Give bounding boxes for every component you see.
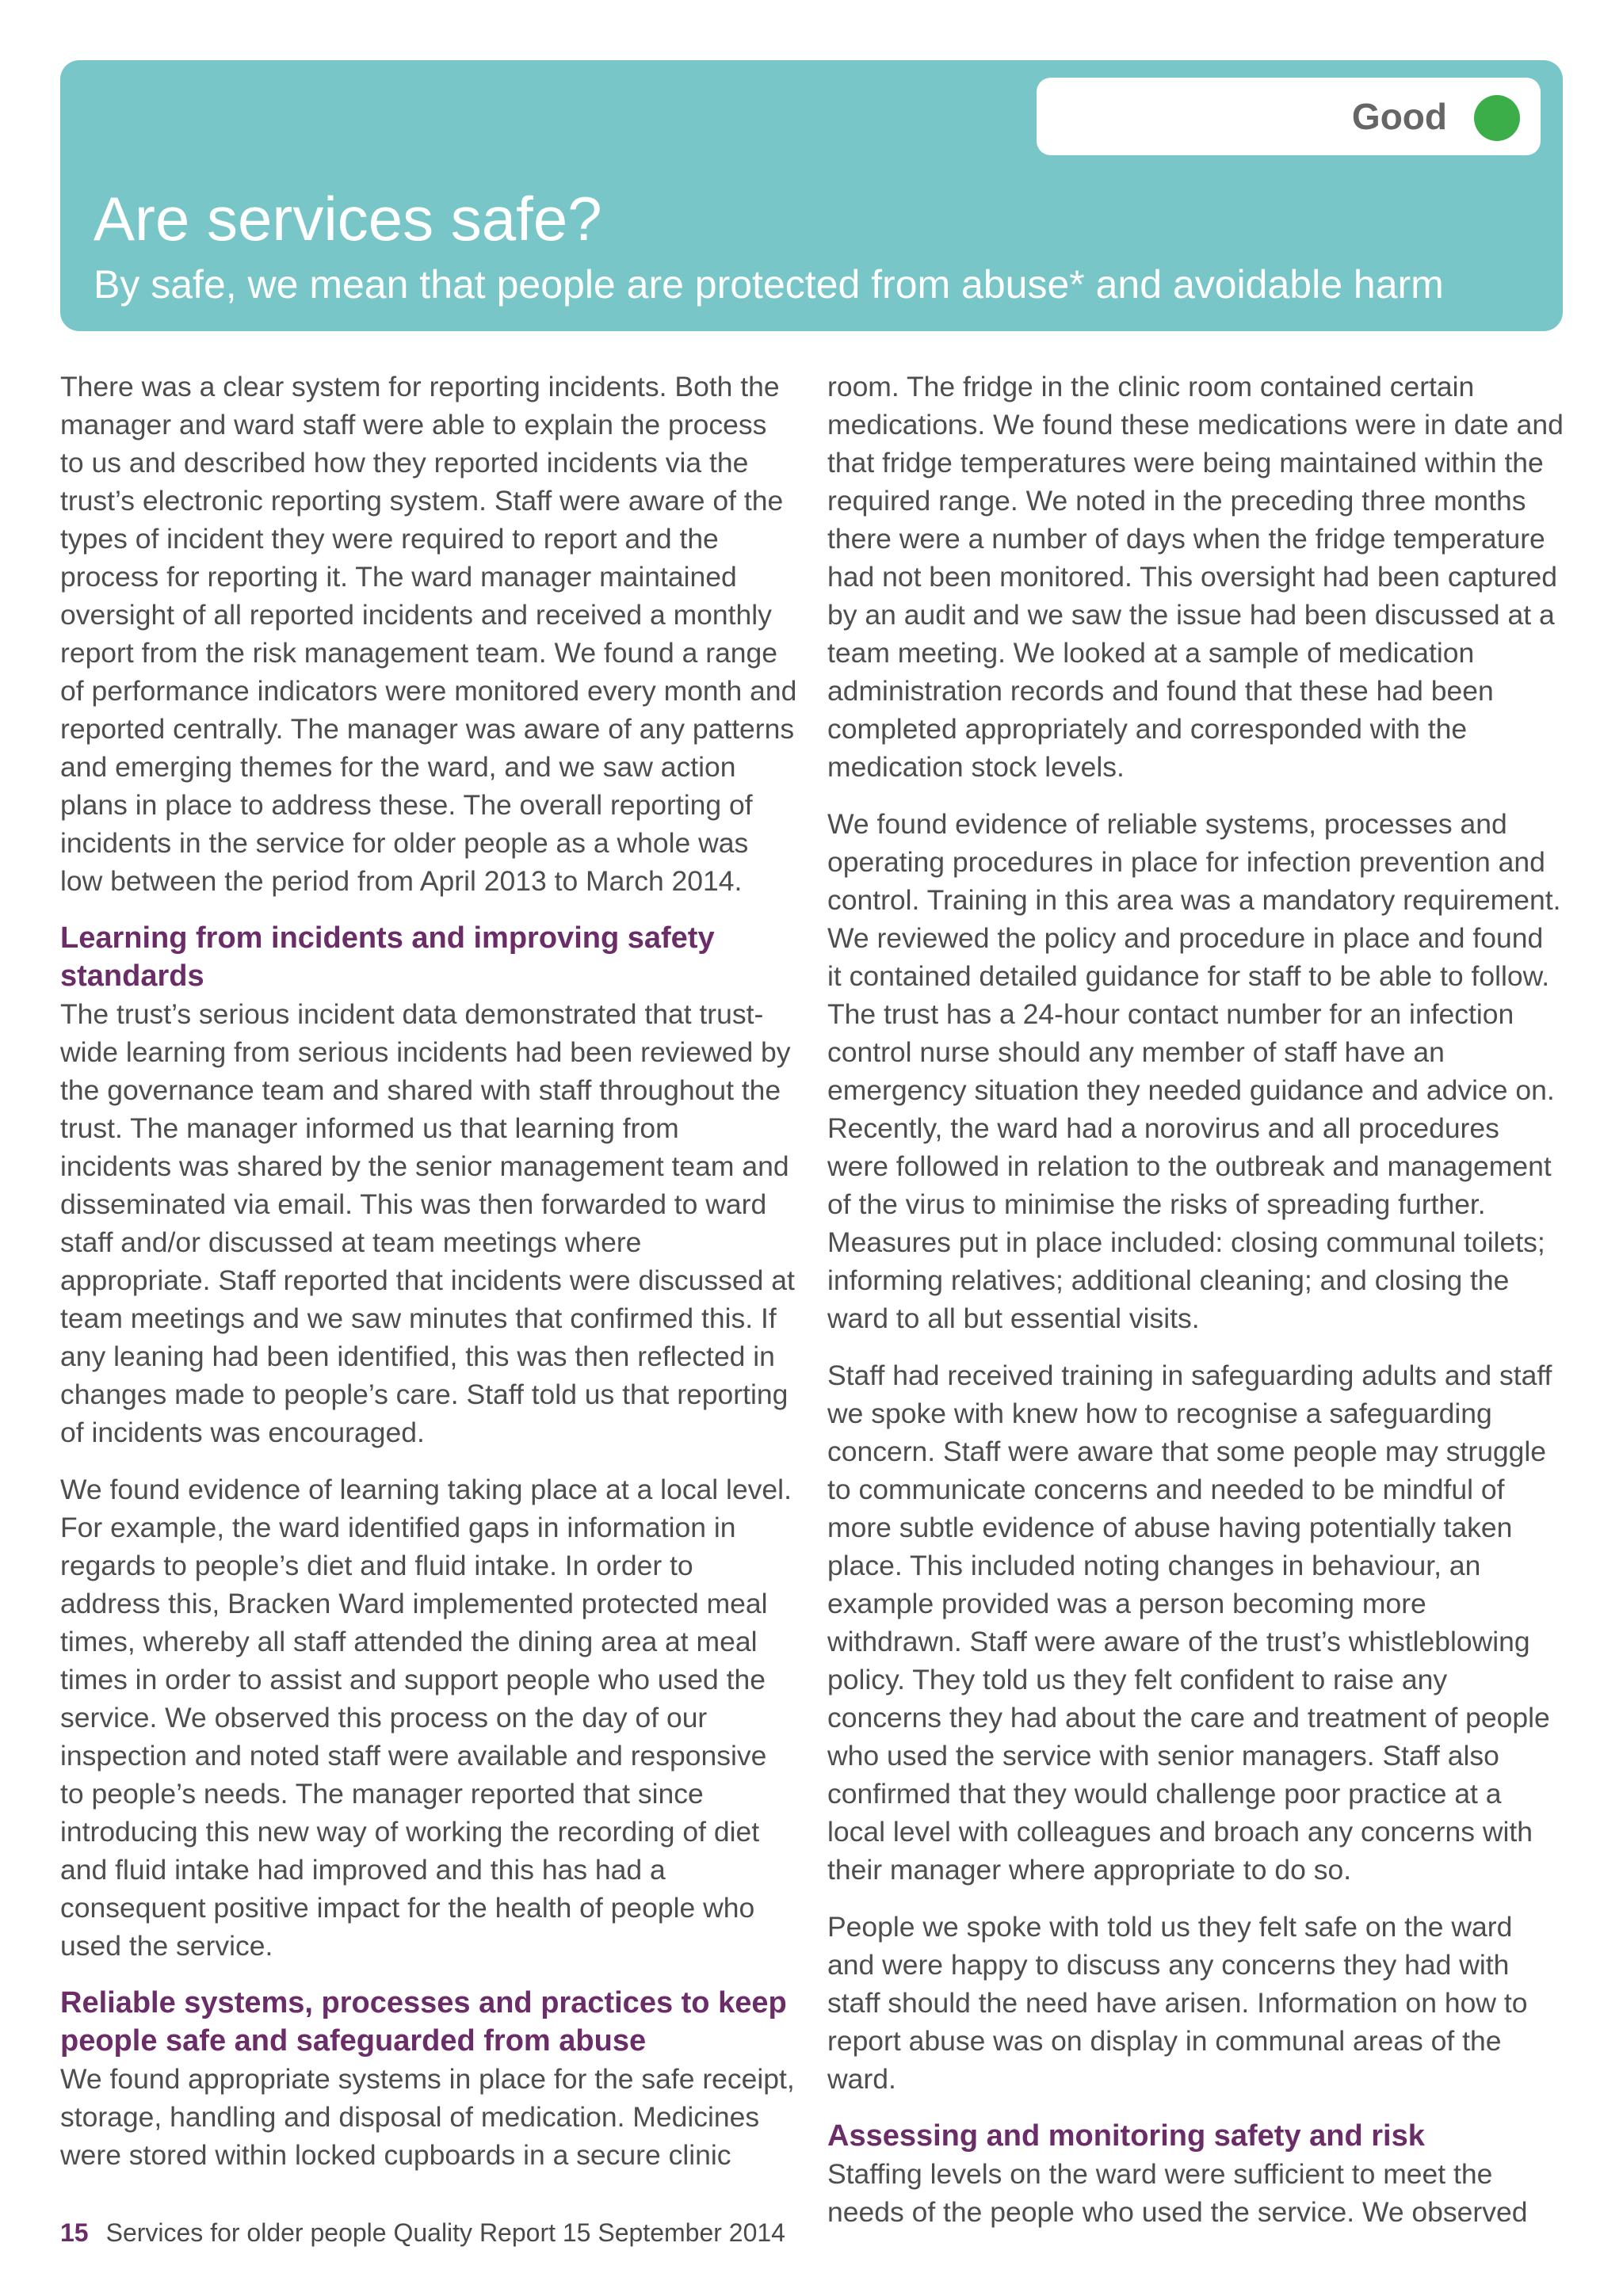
rating-label: Good bbox=[1351, 96, 1447, 137]
paragraph: We found evidence of learning taking place at a local level. For example, the ward identified gaps in information in regards to people’s diet and fluid intake. In order to address this, Bracken Ward implemented protected meal times, whereby all staff attended the dining area at meal times in order to assist and support people who used the service. We observed this process on the day of our inspection and noted staff were available and responsive to people’s needs. The manager reported that since introducing this new way of working the recording of diet and fluid intake had improved and this has had a consequent positive impact for the health of people who used the service. bbox=[60, 1474, 792, 1962]
left-column bbox=[60, 368, 797, 2193]
page-subtitle: By safe, we mean that people are protected from abuse* and avoidable harm bbox=[94, 262, 1444, 307]
paragraph: The trust’s serious incident data demonstrated that trust-wide learning from serious incidents had been reviewed by the governance team and shared with staff throughout the trust. The manager informed us that learning from incidents was shared by the senior management team and disseminated via email. This was then forwarded to ward staff and/or discussed at team meetings where appropriate. Staff reported that incidents were discussed at team meetings and we saw minutes that confirmed this. If any leaning had been identified, this was then reflected in changes made to people’s care. Staff told us that reporting of incidents was encouraged. bbox=[60, 998, 795, 1448]
paragraph: Staffing levels on the ward were sufficient to meet the needs of the people who used the service. We observed bbox=[827, 2158, 1528, 2228]
section-heading: Assessing and monitoring safety and risk bbox=[827, 2119, 1425, 2153]
page-number: 15 bbox=[60, 2218, 89, 2247]
footer-text: Services for older people Quality Report 15 September 2014 bbox=[105, 2218, 785, 2247]
paragraph: People we spoke with told us they felt safe on the ward and were happy to discuss any concerns they had with staff should the need have arisen. Information on how to report abuse was on display in communal areas of the ward. bbox=[827, 1911, 1528, 2095]
paragraph: room. The fridge in the clinic room contained certain medications. We found these medications were in date and that fridge temperatures were being maintained within the required range. We noted in the preceding three months there were a number of days when the fridge temperature had not been monitored. This oversight had been captured by an audit and we saw the issue had been discussed at a team meeting. We looked at a sample of medication administration records and found that these had been completed appropriately and corresponded with the medication stock levels. bbox=[827, 371, 1564, 783]
section-banner bbox=[60, 60, 1563, 331]
paragraph: Staff had received training in safeguarding adults and staff we spoke with knew how to recognise a safeguarding concern. Staff were aware that some people may struggle to communicate concerns and needed to be mindful of more subtle evidence of abuse having potentially taken place. This included noting changes in behaviour, an example provided was a person becoming more withdrawn. Staff were aware of the trust’s whistleblowing policy. They told us they felt confident to raise any concerns they had about the care and treatment of people who used the service with senior managers. Staff also confirmed that they would challenge poor practice at a local level with colleagues and broach any concerns with their manager where appropriate to do so. bbox=[827, 1360, 1552, 1886]
section-heading: Reliable systems, processes and practices to keep people safe and safeguarded from abuse bbox=[60, 1986, 787, 2058]
page-footer bbox=[60, 2215, 785, 2250]
paragraph: We found appropriate systems in place for the safe receipt, storage, handling and disposal of medication. Medicines were stored within locked cupboards in a secure clinic bbox=[60, 2063, 795, 2171]
section-heading: Learning from incidents and improving safety standards bbox=[60, 921, 715, 993]
rating-box bbox=[1037, 78, 1541, 155]
right-column bbox=[827, 368, 1564, 2250]
rating-indicator-icon bbox=[1474, 95, 1520, 141]
paragraph: There was a clear system for reporting incidents. Both the manager and ward staff were able to explain the process to us and described how they reported incidents via the trust’s electronic reporting system. Staff were aware of the types of incident they were required to report and the process for reporting it. The ward manager maintained oversight of all reported incidents and received a monthly report from the risk management team. We found a range of performance indicators were monitored every month and reported centrally. The manager was aware of any patterns and emerging themes for the ward, and we saw action plans in place to address these. The overall reporting of incidents in the service for older people as a whole was low between the period from April 2013 to March 2014. bbox=[60, 371, 797, 897]
page-title: Are services safe? bbox=[94, 184, 602, 254]
paragraph: We found evidence of reliable systems, processes and operating procedures in place for infection prevention and control. Training in this area was a mandatory requirement. We reviewed the policy and procedure in place and found it contained detailed guidance for staff to be able to follow. The trust has a 24-hour contact number for an infection control nurse should any member of staff have an emergency situation they needed guidance and advice on. Recently, the ward had a norovirus and all procedures were followed in relation to the outbreak and management of the virus to minimise the risks of spreading further. Measures put in place included: closing communal toilets; informing relatives; additional cleaning; and closing the ward to all but essential visits. bbox=[827, 808, 1561, 1334]
